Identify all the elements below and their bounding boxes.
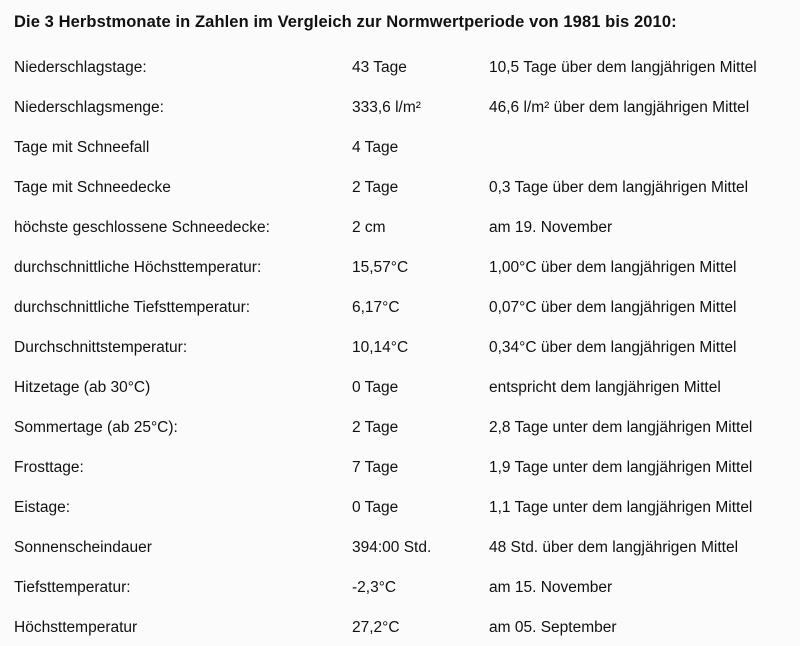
table-row bbox=[0, 579, 800, 603]
table-row bbox=[0, 459, 800, 483]
row-value: -2,3°C bbox=[352, 579, 397, 596]
row-value: 27,2°C bbox=[352, 619, 400, 636]
row-comparison: 2,8 Tage unter dem langjährigen Mittel bbox=[489, 419, 753, 436]
row-comparison: 0,34°C über dem langjährigen Mittel bbox=[489, 339, 737, 356]
row-label: Tage mit Schneefall bbox=[14, 139, 150, 156]
row-label: Durchschnittstemperatur: bbox=[14, 339, 188, 356]
row-label: Sonnenscheindauer bbox=[14, 539, 152, 556]
table-row bbox=[0, 259, 800, 283]
row-value: 6,17°C bbox=[352, 299, 400, 316]
table-row bbox=[0, 219, 800, 243]
table-row bbox=[0, 379, 800, 403]
row-comparison: entspricht dem langjährigen Mittel bbox=[489, 379, 721, 396]
row-label: Tage mit Schneedecke bbox=[14, 179, 171, 196]
row-comparison: am 15. November bbox=[489, 579, 613, 596]
row-value: 2 Tage bbox=[352, 179, 399, 196]
table-row bbox=[0, 339, 800, 363]
row-value: 4 Tage bbox=[352, 139, 399, 156]
row-label: Sommertage (ab 25°C): bbox=[14, 419, 178, 436]
row-comparison: am 05. September bbox=[489, 619, 617, 636]
row-value: 394:00 Std. bbox=[352, 539, 432, 556]
row-label: Tiefsttemperatur: bbox=[14, 579, 131, 596]
row-comparison: am 19. November bbox=[489, 219, 613, 236]
table-row bbox=[0, 59, 800, 83]
row-value: 43 Tage bbox=[352, 59, 407, 76]
row-comparison: 1,00°C über dem langjährigen Mittel bbox=[489, 259, 737, 276]
row-comparison: 10,5 Tage über dem langjährigen Mittel bbox=[489, 59, 757, 76]
row-label: Hitzetage (ab 30°C) bbox=[14, 379, 151, 396]
table-row bbox=[0, 139, 800, 163]
row-comparison: 0,07°C über dem langjährigen Mittel bbox=[489, 299, 737, 316]
row-value: 2 cm bbox=[352, 219, 386, 236]
row-value: 0 Tage bbox=[352, 499, 399, 516]
row-label: Höchsttemperatur bbox=[14, 619, 138, 636]
table-row bbox=[0, 299, 800, 323]
table-row bbox=[0, 499, 800, 523]
row-comparison: 0,3 Tage über dem langjährigen Mittel bbox=[489, 179, 749, 196]
row-value: 7 Tage bbox=[352, 459, 399, 476]
page-title: Die 3 Herbstmonate in Zahlen im Vergleich zur Normwertperiode von 1981 bis 2010: bbox=[14, 13, 677, 31]
row-comparison: 1,1 Tage unter dem langjährigen Mittel bbox=[489, 499, 753, 516]
table-row bbox=[0, 99, 800, 123]
row-label: Niederschlagsmenge: bbox=[14, 99, 164, 116]
row-value: 333,6 l/m² bbox=[352, 99, 421, 116]
row-label: durchschnittliche Höchsttemperatur: bbox=[14, 259, 262, 276]
table-row bbox=[0, 539, 800, 563]
row-value: 15,57°C bbox=[352, 259, 409, 276]
row-value: 0 Tage bbox=[352, 379, 399, 396]
row-comparison: 1,9 Tage unter dem langjährigen Mittel bbox=[489, 459, 753, 476]
row-label: Eistage: bbox=[14, 499, 71, 516]
table-row bbox=[0, 179, 800, 203]
table-row bbox=[0, 619, 800, 643]
row-label: Niederschlagstage: bbox=[14, 59, 147, 76]
row-comparison: 48 Std. über dem langjährigen Mittel bbox=[489, 539, 739, 556]
row-value: 10,14°C bbox=[352, 339, 409, 356]
table-row bbox=[0, 419, 800, 443]
row-value: 2 Tage bbox=[352, 419, 399, 436]
row-label: höchste geschlossene Schneedecke: bbox=[14, 219, 270, 236]
row-label: durchschnittliche Tiefsttemperatur: bbox=[14, 299, 251, 316]
row-label: Frosttage: bbox=[14, 459, 84, 476]
row-comparison: 46,6 l/m² über dem langjährigen Mittel bbox=[489, 99, 750, 116]
